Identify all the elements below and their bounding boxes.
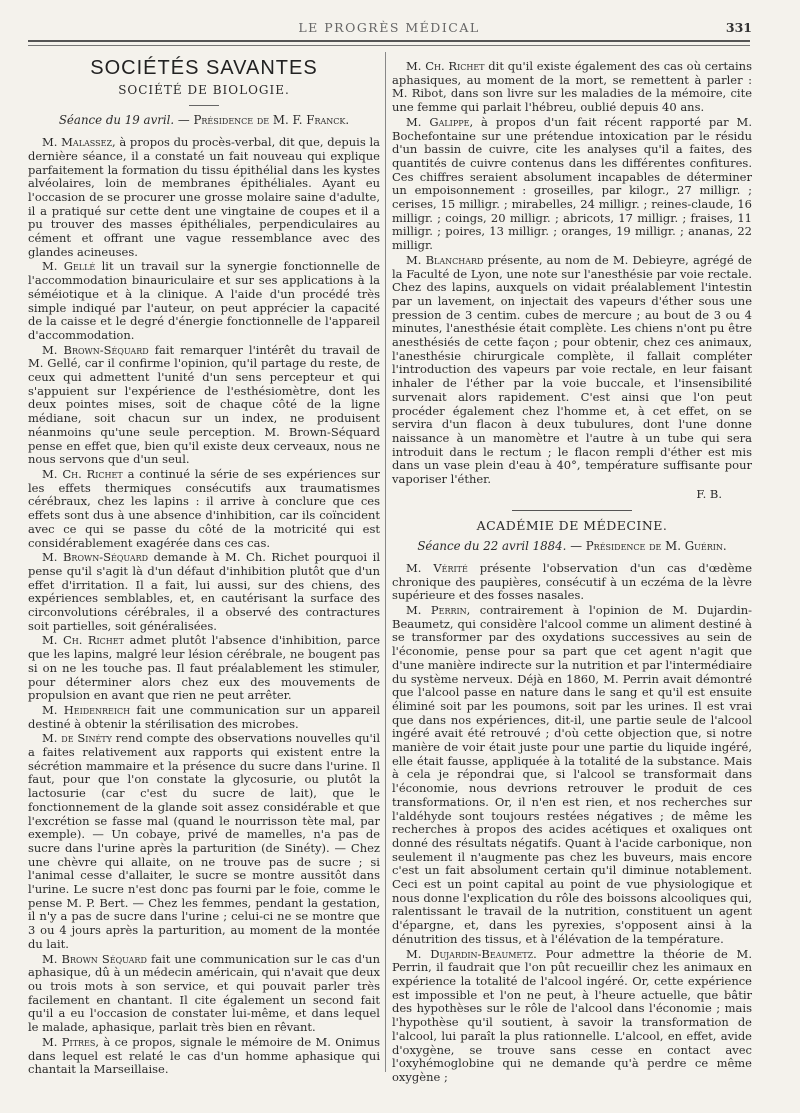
paragraph	[28, 260, 380, 342]
speaker-name: Ch. Richet	[425, 59, 485, 73]
speaker-prefix: M.	[406, 603, 431, 618]
session-date: Séance du 19 avril.	[58, 113, 175, 128]
paragraph	[392, 60, 752, 115]
paragraph	[28, 704, 380, 731]
paragraph-text: admet plutôt l'absence d'inhibition, parce que les lapins, malgré leur lésion cérébrale, ne bougent pas si on ne les touche pas. Il faut préalablement les stimuler, pour déterminer alors chez eux des mouvements de propulsion en avant que rien ne peut arrêter.	[28, 633, 380, 703]
speaker-name: Gellé	[63, 259, 96, 274]
speaker-name: Brown-Séquard	[63, 342, 149, 357]
paragraph	[28, 1036, 380, 1077]
speaker-name: Malassez	[61, 135, 113, 150]
paragraph-text: , contrairement à l'opinion de M. Dujardin-Beaumetz, qui considère l'alcool comme un aliment destiné à se transformer par des oxydations successives au sein de l'économie, pense pour sa part que cet agent n'agit que d'une manière indirecte sur la nutrition et par l'intermédiaire du système nerveux. Déjà en 1860, M. Perrin avait démontré que l'alcool passe en nature dans le sang et qu'il est ensuite éliminé soit par les poumons, soit par les urines. Il est vrai que dans nos expériences, dit-il, une partie seule de l'alcool ingéré avait été retrouvé ; d'où cette objection que, si notre manière de voir était juste pour une partie du liquide ingéré, elle était fausse, appliquée à la totalité de la substance. Mais à cela je répondrai que, si l'alcool se transformait dans l'économie, nous devrions retrouver le produit de ces transformations. Or, il n'en est rien, et nos recherches sur l'aldéhyde sont toujours restées négatives ; de même les recherches à propos des acides acétiques et oxaliques ont donné des résultats négatifs. Quant à l'acide carbonique, non seulement il n'augmente pas chez les buveurs, mais encore c'est un fait absolument certain qu'il diminue notablement. Ceci est un point capital au point de vue physiologique et nous donne l'explication du rôle des boissons alcooliques qui, ralentissant le travail de la nutrition, constituent un agent d'épargne, et, dans les pyrexies, s'opposent ainsi à la dénutrition des tissus, et à l'élévation de la température.	[392, 603, 752, 946]
academie-paragraphs	[392, 562, 752, 1085]
speaker-name: Brown-Séquard	[62, 550, 149, 565]
speaker-name: Pitres	[61, 1034, 96, 1049]
speaker-prefix: M.	[406, 114, 430, 129]
society-title: SOCIÉTÉ DE BIOLOGIE.	[118, 82, 290, 97]
paragraph-text: présente, au nom de M. Debieyre, agrégé de la Faculté de Lyon, une note sur l'anesthésie par voie rectale. Chez des lapins, auxquels on vidait préalablement l'intestin par un lavement, on injectait des vapeurs d'éther sous une pression de 3 centim. cubes de mercure ; au bout de 3 ou 4 minutes, l'anesthésie était complète. Les chiens n'ont pu être anesthésiés de cette façon ; pour obtenir, chez ces animaux, l'anesthésie chirurgicale complète, il fallait compléter l'introduction des vapeurs par voie rectale, en leur faisant inhaler de l'éther par la voie buccale, et l'insensibilité survenait alors rapidement. C'est ainsi que l'on peut procéder également chez l'homme et, à cet effet, on se servira d'un flacon à deux tubulures, dont l'une donne naissance à un manomètre et l'autre à un tube qui sera introduit dans le rectum ; le flacon rempli d'éther est mis dans un vase plein d'eau à 40°, température suffisante pour vaporiser l'éther.	[392, 252, 752, 487]
speaker-name: Ch. Richet	[62, 633, 124, 648]
speaker-prefix: M.	[406, 252, 426, 267]
speaker-prefix: M.	[42, 633, 63, 648]
speaker-prefix: M.	[42, 259, 64, 274]
paragraph-text: rend compte des observations nouvelles qu'il a faites relativement aux rapports qui existent entre la sécrétion mammaire et la présence du sucre dans l'urine. Il faut, pour que l'on constate la glycosurie, ou plutôt la lactosurie (car c'est du sucre de lait), que le fonctionnement de la glande soit assez considérable et que l'excrétion se fasse mal (quand le nourrisson tète mal, par exemple). — Un cobaye, privé de mamelles, n'a pas de sucre dans l'urine après la parturition (de Sinéty). — Chez une chèvre qui allaite, on ne trouve pas de sucre ; si l'animal cesse d'allaiter, le sucre se montre aussitôt dans l'urine. Le sucre n'est donc pas fourni par le foie, comme le pense M. P. Bert. — Chez les femmes, pendant la gestation, il n'y a pas de sucre dans l'urine ; celui-ci ne se montre que 3 ou 4 jours après la parturition, au moment de la montée du lait.	[28, 731, 380, 951]
paragraph	[28, 634, 380, 703]
paragraph-text: fait une communication sur le cas d'un aphasique, dû à un médecin américain, qui n'avait que deux ou trois mots à son service, et qui pouvait parler très facilement en chantant. Il cite également un second fait qu'il a eu l'occasion de constater lui-même, et dans lequel le malade, aphasique, parlait très bien en rêvant.	[28, 951, 380, 1035]
running-head: LE PROGRÈS MÉDICAL	[298, 20, 480, 35]
paragraph-text: . Pour admettre la théorie de M. Perrin, il faudrait que l'on pût recueillir chez les animaux en expérience la totalité de l'alcool ingéré. Or, cette expérience est impossible et l'on ne peut, à l'heure actuelle, que bâtir des hypothèses sur le rôle de l'alcool dans l'économie ; mais l'hypothèse qu'il soutient, à savoir la transformation de l'alcool, lui paraît la plus rationnelle. L'alcool, en effet, avide d'oxygène, se trouve sans cesse en contact avec l'oxyhémoglobine qui ne demande qu'à perdre ce même oxygène ;	[392, 946, 752, 1084]
speaker-name: Vérité	[433, 560, 468, 575]
right-column	[392, 59, 752, 1084]
speaker-name: Blanchard	[425, 252, 484, 267]
academy-rule	[512, 510, 632, 511]
paragraph-text: demande à M. Ch. Richet pourquoi il pense qu'il s'agit là d'un défaut d'inhibition plutôt que d'un effet d'irritation. Il a fait, lui aussi, sur des chiens, des expériences semblables, et, en cautérisant la surface des circonvolutions cérébrales, il a observé des contractures soit partielles, soit généralisées.	[28, 550, 380, 633]
paragraph-text: a continué la série de ses expériences sur les effets thermiques consécutifs aux traumatismes cérébraux, chez les lapins : il arrive à conclure que ces effets sont dus à une absence d'inhibition, car ils coïncident avec ce qui se passe du côté de la motricité qui est considérablement exagérée dans ces cas.	[28, 466, 381, 550]
speaker-name: Galippe	[429, 114, 470, 129]
speaker-prefix: M.	[406, 946, 431, 961]
header-rule	[28, 40, 750, 42]
speaker-prefix: M.	[42, 466, 63, 481]
speaker-name: Perrin	[430, 603, 467, 618]
session-presidence: — Présidence de M. F. Franck.	[177, 113, 350, 128]
academy-presidence: — Présidence de M. Guérin.	[570, 539, 727, 554]
page-number: 331	[725, 20, 752, 35]
signature: F. B.	[696, 486, 722, 501]
paragraph	[28, 732, 380, 951]
paragraph	[392, 562, 752, 603]
paragraph	[28, 136, 380, 259]
speaker-prefix: M.	[406, 560, 434, 575]
speaker-prefix: M.	[42, 702, 64, 717]
paragraph	[28, 344, 380, 467]
speaker-prefix: M.	[42, 550, 63, 565]
paragraph	[392, 604, 752, 947]
academy-session-line	[392, 540, 752, 554]
left-paragraphs	[28, 136, 380, 1077]
speaker-name: de Sinéty	[61, 731, 112, 746]
speaker-prefix: M.	[42, 1034, 62, 1049]
speaker-prefix: M.	[42, 135, 62, 150]
paragraph	[28, 468, 380, 550]
paragraph	[392, 948, 752, 1085]
academy-title: ACADÉMIE DE MÉDECINE.	[476, 517, 668, 533]
paragraph-text: dit qu'il existe également des cas où certains aphasiques, au moment de la mort, se remettent à parler : M. Ribot, dans son livre sur les maladies de la mémoire, cite une femme qui parlait l'hébreu, oublié depuis 40 ans.	[392, 59, 752, 115]
column-divider	[385, 52, 386, 1072]
speaker-prefix: M.	[42, 342, 64, 357]
section-title: SOCIÉTÉS SAVANTES	[90, 57, 318, 79]
paragraph	[28, 551, 380, 633]
speaker-prefix: M.	[42, 731, 62, 746]
paragraph-text: , à ce propos, signale le mémoire de M. Onimus dans lequel est relaté le cas d'un homme aphasique qui chantait la Marseillaise.	[28, 1034, 380, 1077]
paragraph-text: , à propos du procès-verbal, dit que, depuis la dernière séance, il a constaté un fait nouveau qui explique parfaitement la formation du tissu épithélial dans les kystes alvéolaires, loin de membranes épithéliales. Ayant eu l'occasion de se procurer une grosse molaire saine d'adulte, il a pratiqué sur cette dent une vingtaine de coupes et il a pu trouver des masses épithéliales, perpendiculaires au cément et offrant une vague ressemblance avec des glandes acineuses.	[28, 135, 380, 259]
session-line	[28, 114, 380, 128]
speaker-name: Dujardin-Beaumetz	[430, 946, 534, 961]
speaker-prefix: M.	[406, 59, 426, 73]
left-column	[28, 57, 381, 1077]
speaker-name: Brown Séquard	[61, 951, 147, 966]
speaker-prefix: M.	[42, 951, 62, 966]
paragraph	[392, 116, 752, 253]
paragraph-text: , à propos d'un fait récent rapporté par M. Bochefontaine sur une prétendue intoxication par le résidu d'un bassin de cuivre, cite les analyses qu'il a faites, des quantités de cuivre contenus dans les différentes confitures. Ces chiffres seraient absolument incapables de déterminer un empoisonnement : groseilles, par kilogr., 27 milligr. ; cerises, 15 milligr. ; mirabelles, 24 milligr. ; reines-claude, 16 milligr. ; coings, 20 milligr. ; abricots, 17 milligr. ; fraises, 11 milligr. ; poires, 13 milligr. ; oranges, 19 milligr. ; ananas, 22 milligr.	[392, 114, 752, 253]
paragraph	[28, 953, 380, 1035]
header-rule-thin	[28, 45, 750, 46]
academy-date: Séance du 22 avril 1884.	[417, 539, 567, 554]
paragraph-text: présente l'observation d'un cas d'œdème chronique des paupières, consécutif à un eczéma de la lèvre supérieure et des fosses nasales.	[392, 560, 752, 603]
speaker-name: Ch. Richet	[62, 466, 123, 481]
paragraph-text: fait une communication sur un appareil destiné à obtenir la stérilisation des microbes.	[28, 702, 380, 731]
paragraph	[392, 254, 752, 487]
paragraph-text: fait remarquer l'intérêt du travail de M. Gellé, car il confirme l'opinion, qu'il partage du reste, de ceux qui admettent l'unité d'un sens percepteur et qui s'appuient sur l'expérience de l'esthésiomètre, dont les deux pointes mises, soit de chaque côté de la ligne médiane, soit chacun sur un index, ne produisent néanmoins qu'une seule perception. M. Brown-Séquard pense en effet que, bien qu'il existe deux cerveaux, nous ne nous servons que d'un seul.	[28, 342, 380, 467]
title-rule	[189, 105, 219, 106]
speaker-name: Heidenreich	[63, 702, 131, 717]
biologie-continued-paragraphs	[392, 60, 752, 487]
paragraph-text: lit un travail sur la synergie fonctionnelle de l'accommodation binauriculaire et sur ses applications à la séméiotique et à la clinique. A l'aide d'un procédé très simple indiqué par l'auteur, on peut apprécier la capacité de la caisse et le degré d'énergie fonctionnelle de l'appareil d'accommodation.	[28, 259, 380, 342]
